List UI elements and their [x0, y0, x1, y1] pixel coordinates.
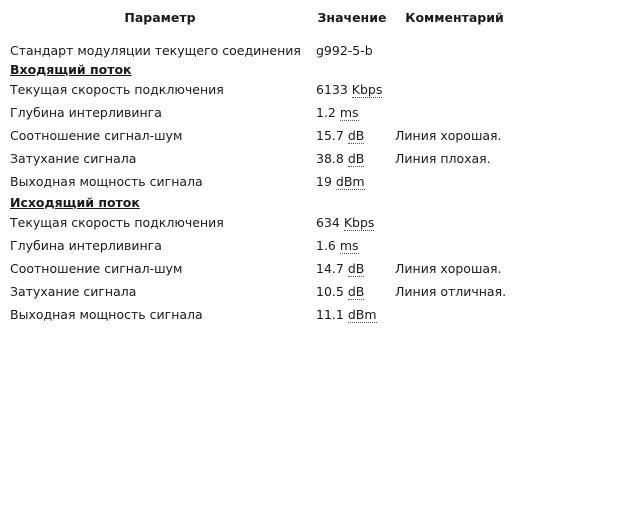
table-row [7, 257, 518, 280]
table-row [7, 234, 518, 257]
row-value [313, 303, 391, 326]
downstream-rows [7, 78, 518, 193]
table-row-modulation [7, 40, 518, 60]
upstream-rows [7, 211, 518, 326]
value-number: 38.8 [316, 151, 344, 166]
row-comment: Линия хорошая. [395, 261, 502, 276]
row-param-label: Глубина интерливинга [10, 238, 162, 253]
section-title-downstream: Входящий поток [10, 61, 132, 77]
row-comment [391, 101, 518, 124]
value-number: 19 [316, 174, 332, 189]
value-unit[interactable]: dB [347, 128, 365, 143]
value-number: 14.7 [316, 261, 344, 276]
row-param-label: Соотношение сигнал-шум [10, 261, 183, 276]
row-param-label: Текущая скорость подключения [10, 82, 224, 97]
table-row [7, 170, 518, 193]
section-title-upstream: Исходящий поток [10, 194, 140, 210]
table-row [7, 303, 518, 326]
value-unit[interactable]: dB [347, 261, 365, 276]
section-downstream [7, 60, 518, 78]
row-value [313, 170, 391, 193]
value-number: 15.7 [316, 128, 344, 143]
header-param: Параметр [124, 10, 196, 25]
row-comment [391, 170, 518, 193]
section-upstream [7, 193, 518, 211]
row-comment [391, 303, 518, 326]
table-row [7, 211, 518, 234]
table-row [7, 78, 518, 101]
value-number: 6133 [316, 82, 348, 97]
row-param-label: Затухание сигнала [10, 284, 137, 299]
row-value [313, 234, 391, 257]
line-stats-table [7, 10, 518, 326]
row-value [313, 257, 391, 280]
value-unit[interactable]: dB [347, 151, 365, 166]
row-param-label: Текущая скорость подключения [10, 215, 224, 230]
table-header-row [7, 10, 518, 40]
value-unit[interactable]: dB [347, 284, 365, 299]
value-number: 11.1 [316, 307, 344, 322]
row-comment [391, 40, 518, 60]
row-value [313, 211, 391, 234]
row-value [313, 101, 391, 124]
header-comment: Комментарий [405, 10, 504, 25]
table-row [7, 101, 518, 124]
row-comment: Линия хорошая. [395, 128, 502, 143]
value-unit[interactable]: Kbps [343, 215, 375, 230]
row-comment: Линия плохая. [395, 151, 491, 166]
table-row [7, 147, 518, 170]
row-param-label: Стандарт модуляции текущего соединения [10, 42, 301, 58]
value-number: 1.2 [316, 105, 336, 120]
value-number: 10.5 [316, 284, 344, 299]
row-value [313, 280, 391, 303]
value-unit[interactable]: dBm [347, 307, 377, 322]
table-row [7, 280, 518, 303]
value-unit[interactable]: Kbps [351, 82, 383, 97]
value-unit[interactable]: ms [339, 105, 359, 120]
row-comment [391, 211, 518, 234]
row-comment: Линия отличная. [395, 284, 507, 299]
row-param-label: Глубина интерливинга [10, 105, 162, 120]
row-param-label: Выходная мощность сигнала [10, 174, 203, 189]
value-number: 634 [316, 215, 340, 230]
header-value: Значение [317, 10, 387, 25]
row-param-label: Соотношение сигнал-шум [10, 128, 183, 143]
value-unit[interactable]: dBm [335, 174, 365, 189]
row-comment [391, 234, 518, 257]
row-comment [391, 78, 518, 101]
row-param-label: Выходная мощность сигнала [10, 307, 203, 322]
value-unit[interactable]: ms [339, 238, 359, 253]
table-row [7, 124, 518, 147]
row-value: g992-5-b [316, 42, 373, 58]
value-number: 1.6 [316, 238, 336, 253]
row-value [313, 124, 391, 147]
row-value [313, 147, 391, 170]
row-param-label: Затухание сигнала [10, 151, 137, 166]
row-value [313, 78, 391, 101]
